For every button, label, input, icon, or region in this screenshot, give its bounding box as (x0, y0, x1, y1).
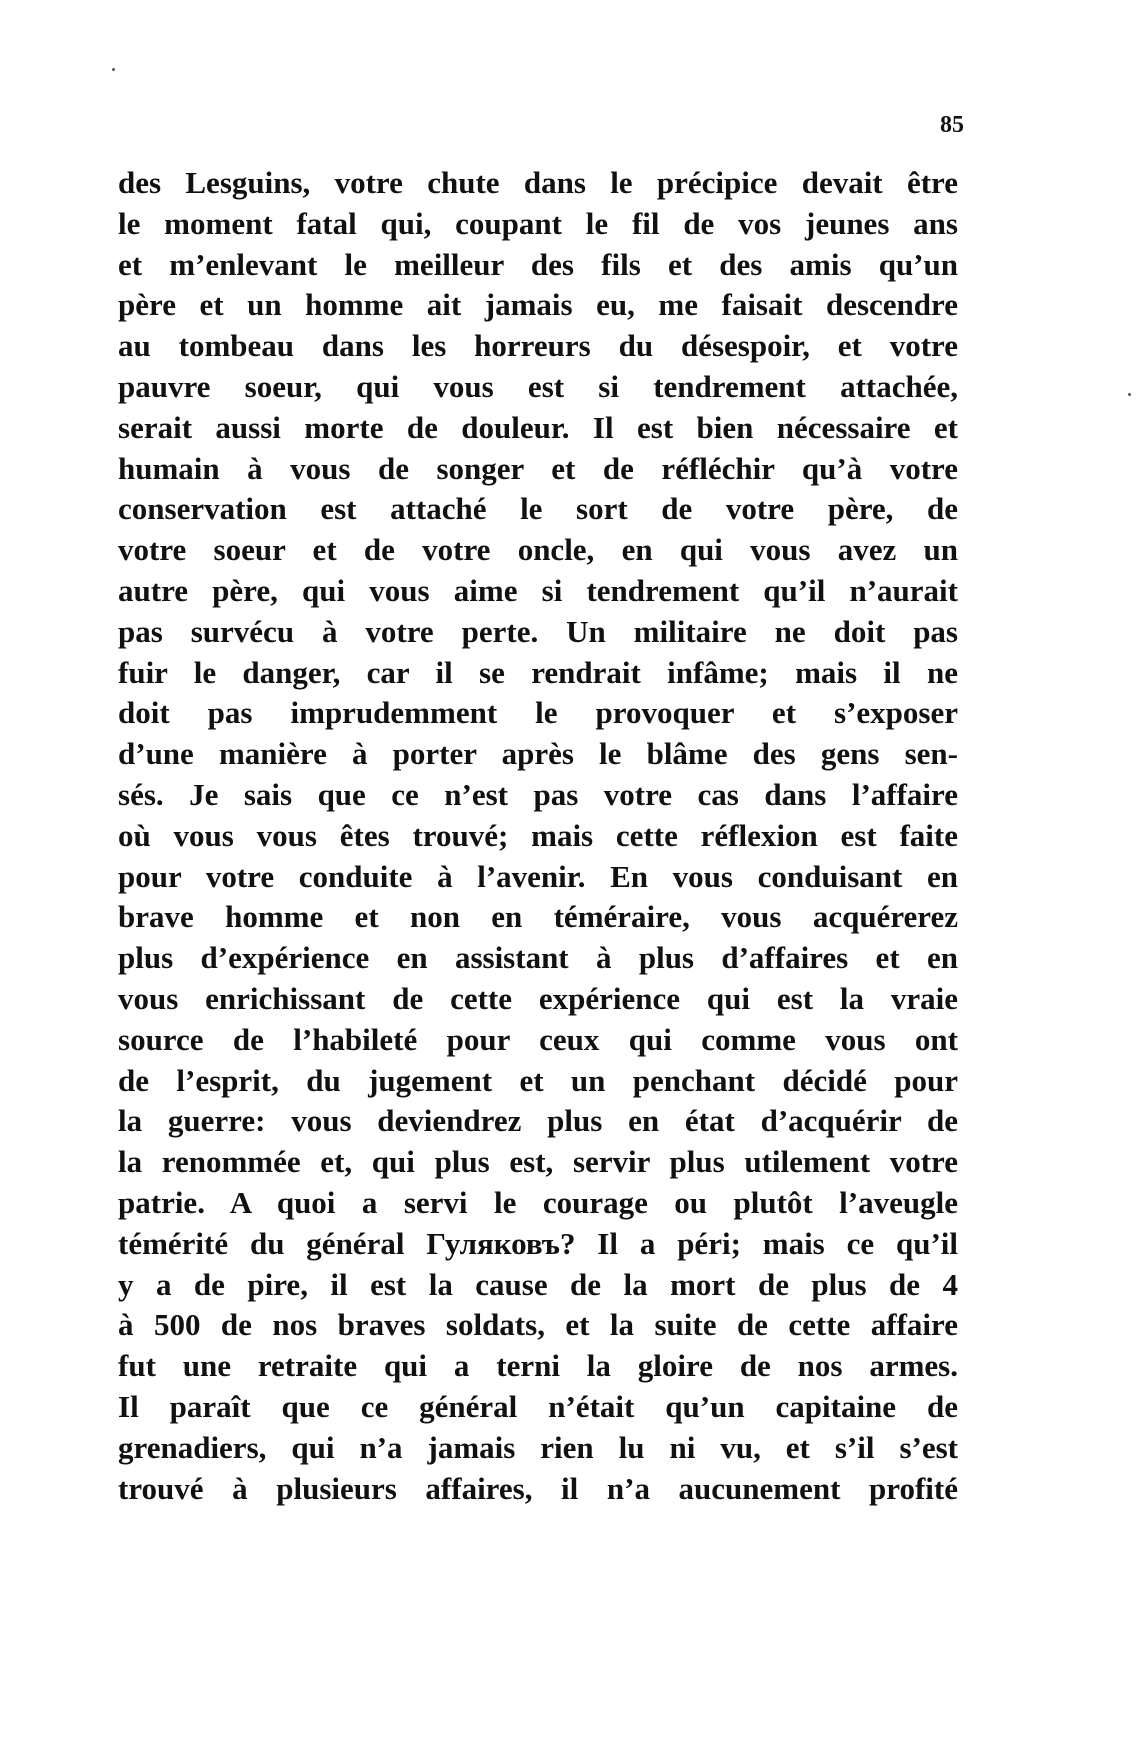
text-line: serait aussi morte de douleur. Il est bien nécessaire et (118, 409, 958, 445)
scan-speck (1128, 393, 1131, 396)
text-line: plus d’expérience en assistant à plus d’affaires et en (118, 940, 958, 976)
text-line: patrie. A quoi a servi le courage ou plutôt l’aveugle (118, 1184, 958, 1220)
text-line: grenadiers, qui n’a jamais rien lu ni vu, et s’il s’est (118, 1429, 958, 1465)
text-line: humain à vous de songer et de réfléchir qu’à votre (118, 450, 958, 486)
text-line: au tombeau dans les horreurs du désespoir, et votre (118, 328, 958, 364)
text-line: pauvre soeur, qui vous est si tendrement attachée, (118, 368, 958, 404)
text-line: brave homme et non en téméraire, vous acquérerez (118, 899, 958, 935)
text-line: pas survécu à votre perte. Un militaire ne doit pas (118, 613, 958, 649)
text-line: la guerre: vous deviendrez plus en état d’acquérir de (118, 1103, 958, 1139)
text-line: de l’esprit, du jugement et un penchant décidé pour (118, 1062, 958, 1098)
text-line: Il paraît que ce général n’était qu’un capitaine de (118, 1388, 958, 1424)
text-line: et m’enlevant le meilleur des fils et des amis qu’un (118, 246, 958, 282)
text-line: autre père, qui vous aime si tendrement qu’il n’aurait (118, 572, 958, 608)
text-line: y a de pire, il est la cause de la mort de plus de 4 (118, 1266, 958, 1302)
text-line: trouvé à plusieurs affaires, il n’a aucunement profité (118, 1470, 958, 1506)
page-number: 85 (940, 112, 964, 138)
text-line: des Lesguins, votre chute dans le précipice devait être (118, 165, 958, 200)
text-line: doit pas imprudemment le provoquer et s’exposer (118, 695, 958, 731)
text-line: père et un homme ait jamais eu, me faisait descendre (118, 287, 958, 323)
text-line: témérité du général Гуляковъ? Il a péri; mais ce qu’il (118, 1225, 958, 1261)
text-line: votre soeur et de votre oncle, en qui vous avez un (118, 532, 958, 568)
text-line: la renommée et, qui plus est, servir plus utilement votre (118, 1144, 958, 1180)
scan-speck (112, 68, 115, 71)
text-line: fut une retraite qui a terni la gloire de nos armes. (118, 1348, 958, 1384)
text-line: source de l’habileté pour ceux qui comme vous ont (118, 1021, 958, 1057)
text-line: d’une manière à porter après le blâme des gens sen- (118, 736, 958, 772)
text-line: sés. Je sais que ce n’est pas votre cas dans l’affaire (118, 776, 958, 812)
text-line: conservation est attaché le sort de votre père, de (118, 491, 958, 527)
text-line: à 500 de nos braves soldats, et la suite de cette affaire (118, 1307, 958, 1343)
text-line: pour votre conduite à l’avenir. En vous conduisant en (118, 858, 958, 894)
text-line: vous enrichissant de cette expérience qui est la vraie (118, 980, 958, 1016)
text-line: fuir le danger, car il se rendrait infâme; mais il ne (118, 654, 958, 690)
text-line: où vous vous êtes trouvé; mais cette réflexion est faite (118, 817, 958, 853)
body-text (118, 163, 958, 1509)
text-line: le moment fatal qui, coupant le fil de vos jeunes ans (118, 205, 958, 241)
